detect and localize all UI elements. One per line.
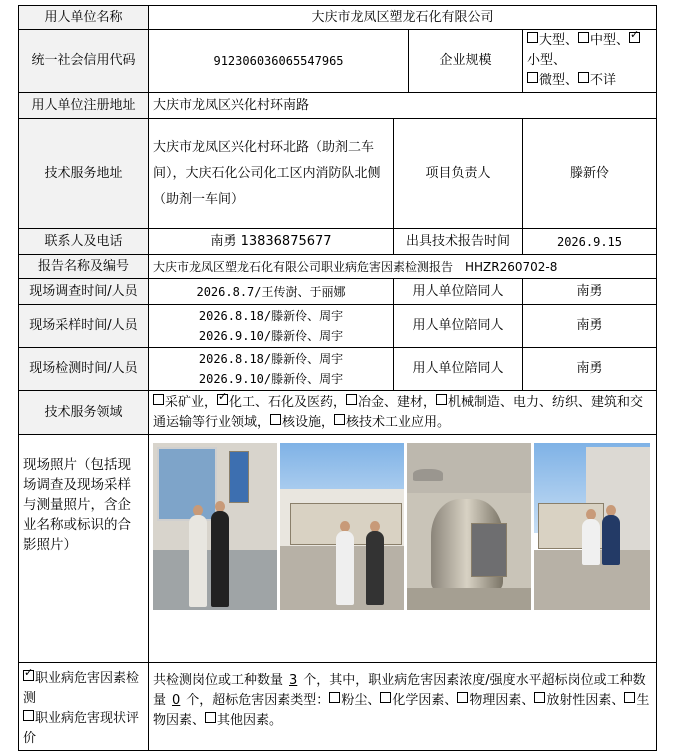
sampling-value: 2026.8.18/滕新伶、周宇 2026.9.10/滕新伶、周宇 [149,305,394,348]
checkbox-biological-factor[interactable] [624,692,635,703]
sampling-companion: 南勇 [523,305,657,348]
reg-address-label: 用人单位注册地址 [19,93,149,119]
checkbox-small[interactable] [629,32,640,43]
report-value: 大庆市龙凤区塑龙石化有限公司职业病危害因素检测报告 HHZR260702-8 [149,255,657,279]
checkbox-mining[interactable] [153,394,164,405]
unit-name-label: 用人单位名称 [19,6,149,30]
credit-code-label: 统一社会信用代码 [19,30,149,93]
exceeding-count: 0 [172,693,181,708]
checkbox-machinery[interactable] [436,394,447,405]
photos-cell [149,435,657,663]
survey-value: 2026.8.7/王传澍、于丽娜 [149,279,394,305]
info-form [18,5,657,751]
sampling-label: 现场采样时间/人员 [19,305,149,348]
sampling-companion-label: 用人单位陪同人 [394,305,523,348]
project-lead-value: 滕新伶 [523,119,657,229]
photo-group-1 [280,443,404,610]
unit-name-value: 大庆市龙凤区塑龙石化有限公司 [149,6,657,30]
survey-companion: 南勇 [523,279,657,305]
credit-code-value: 912306036065547965 [149,30,409,93]
photos-label: 现场照片（包括现场调查及现场采样与测量照片，含企业名称或标识的合影照片） [19,435,149,663]
reg-address-value: 大庆市龙凤区兴化村环南路 [149,93,657,119]
checkbox-physical-factor[interactable] [457,692,468,703]
photo-group-2 [534,443,650,610]
survey-companion-label: 用人单位陪同人 [394,279,523,305]
checkbox-metallurgy[interactable] [346,394,357,405]
project-lead-label: 项目负责人 [394,119,523,229]
checkbox-micro[interactable] [527,72,538,83]
checkbox-detection[interactable] [23,670,34,681]
testing-value: 2026.8.18/滕新伶、周宇 2026.9.10/滕新伶、周宇 [149,348,394,391]
contact-label: 联系人及电话 [19,229,149,255]
checkbox-chemical-factor[interactable] [380,692,391,703]
report-date-value: 2026.9.15 [523,229,657,255]
field-options: 采矿业，✓ 化工、石化及医药， 冶金、建材， 机械制造、电力、纺织、建筑和交通运输等行业领域， 核设施， 核技术工业应用。 [149,391,657,435]
contact-value: 南勇 13836875677 [149,229,394,255]
photo-equipment [407,443,531,610]
report-date-label: 出具技术报告时间 [394,229,523,255]
photo-survey [153,443,277,610]
testing-label: 现场检测时间/人员 [19,348,149,391]
field-label: 技术服务领域 [19,391,149,435]
survey-label: 现场调查时间/人员 [19,279,149,305]
checkbox-nuclear-facility[interactable] [270,414,281,425]
checkbox-other-factor[interactable] [205,712,216,723]
checkbox-nuclear-tech[interactable] [334,414,345,425]
checkbox-large[interactable] [527,32,538,43]
service-address-label: 技术服务地址 [19,119,149,229]
checkbox-dust[interactable] [329,692,340,703]
eval-type: ✓职业病危害因素检测 职业病危害现状评价 [19,663,149,751]
scale-label: 企业规模 [409,30,523,93]
scale-options: 大型、 中型、✓小型、 微型、 不详 [523,30,657,93]
summary: 共检测岗位或工种数量 3 个，其中，职业病危害因素浓度/强度水平超标岗位或工种数量 0 个，超标危害因素类型： 粉尘、 化学因素、 物理因素、 放射性因素、 生物因素、 其他因素。 [149,663,657,751]
testing-companion: 南勇 [523,348,657,391]
checkbox-unknown[interactable] [578,72,589,83]
checkbox-assessment[interactable] [23,710,34,721]
checkbox-radioactive-factor[interactable] [534,692,545,703]
checkbox-chemical[interactable] [217,394,228,405]
report-label: 报告名称及编号 [19,255,149,279]
checkbox-medium[interactable] [578,32,589,43]
detected-count: 3 [289,673,298,688]
testing-companion-label: 用人单位陪同人 [394,348,523,391]
service-address-value: 大庆市龙凤区兴化村环北路（助剂二车间），大庆石化公司化工区内消防队北侧（助剂一车间） [149,119,394,229]
